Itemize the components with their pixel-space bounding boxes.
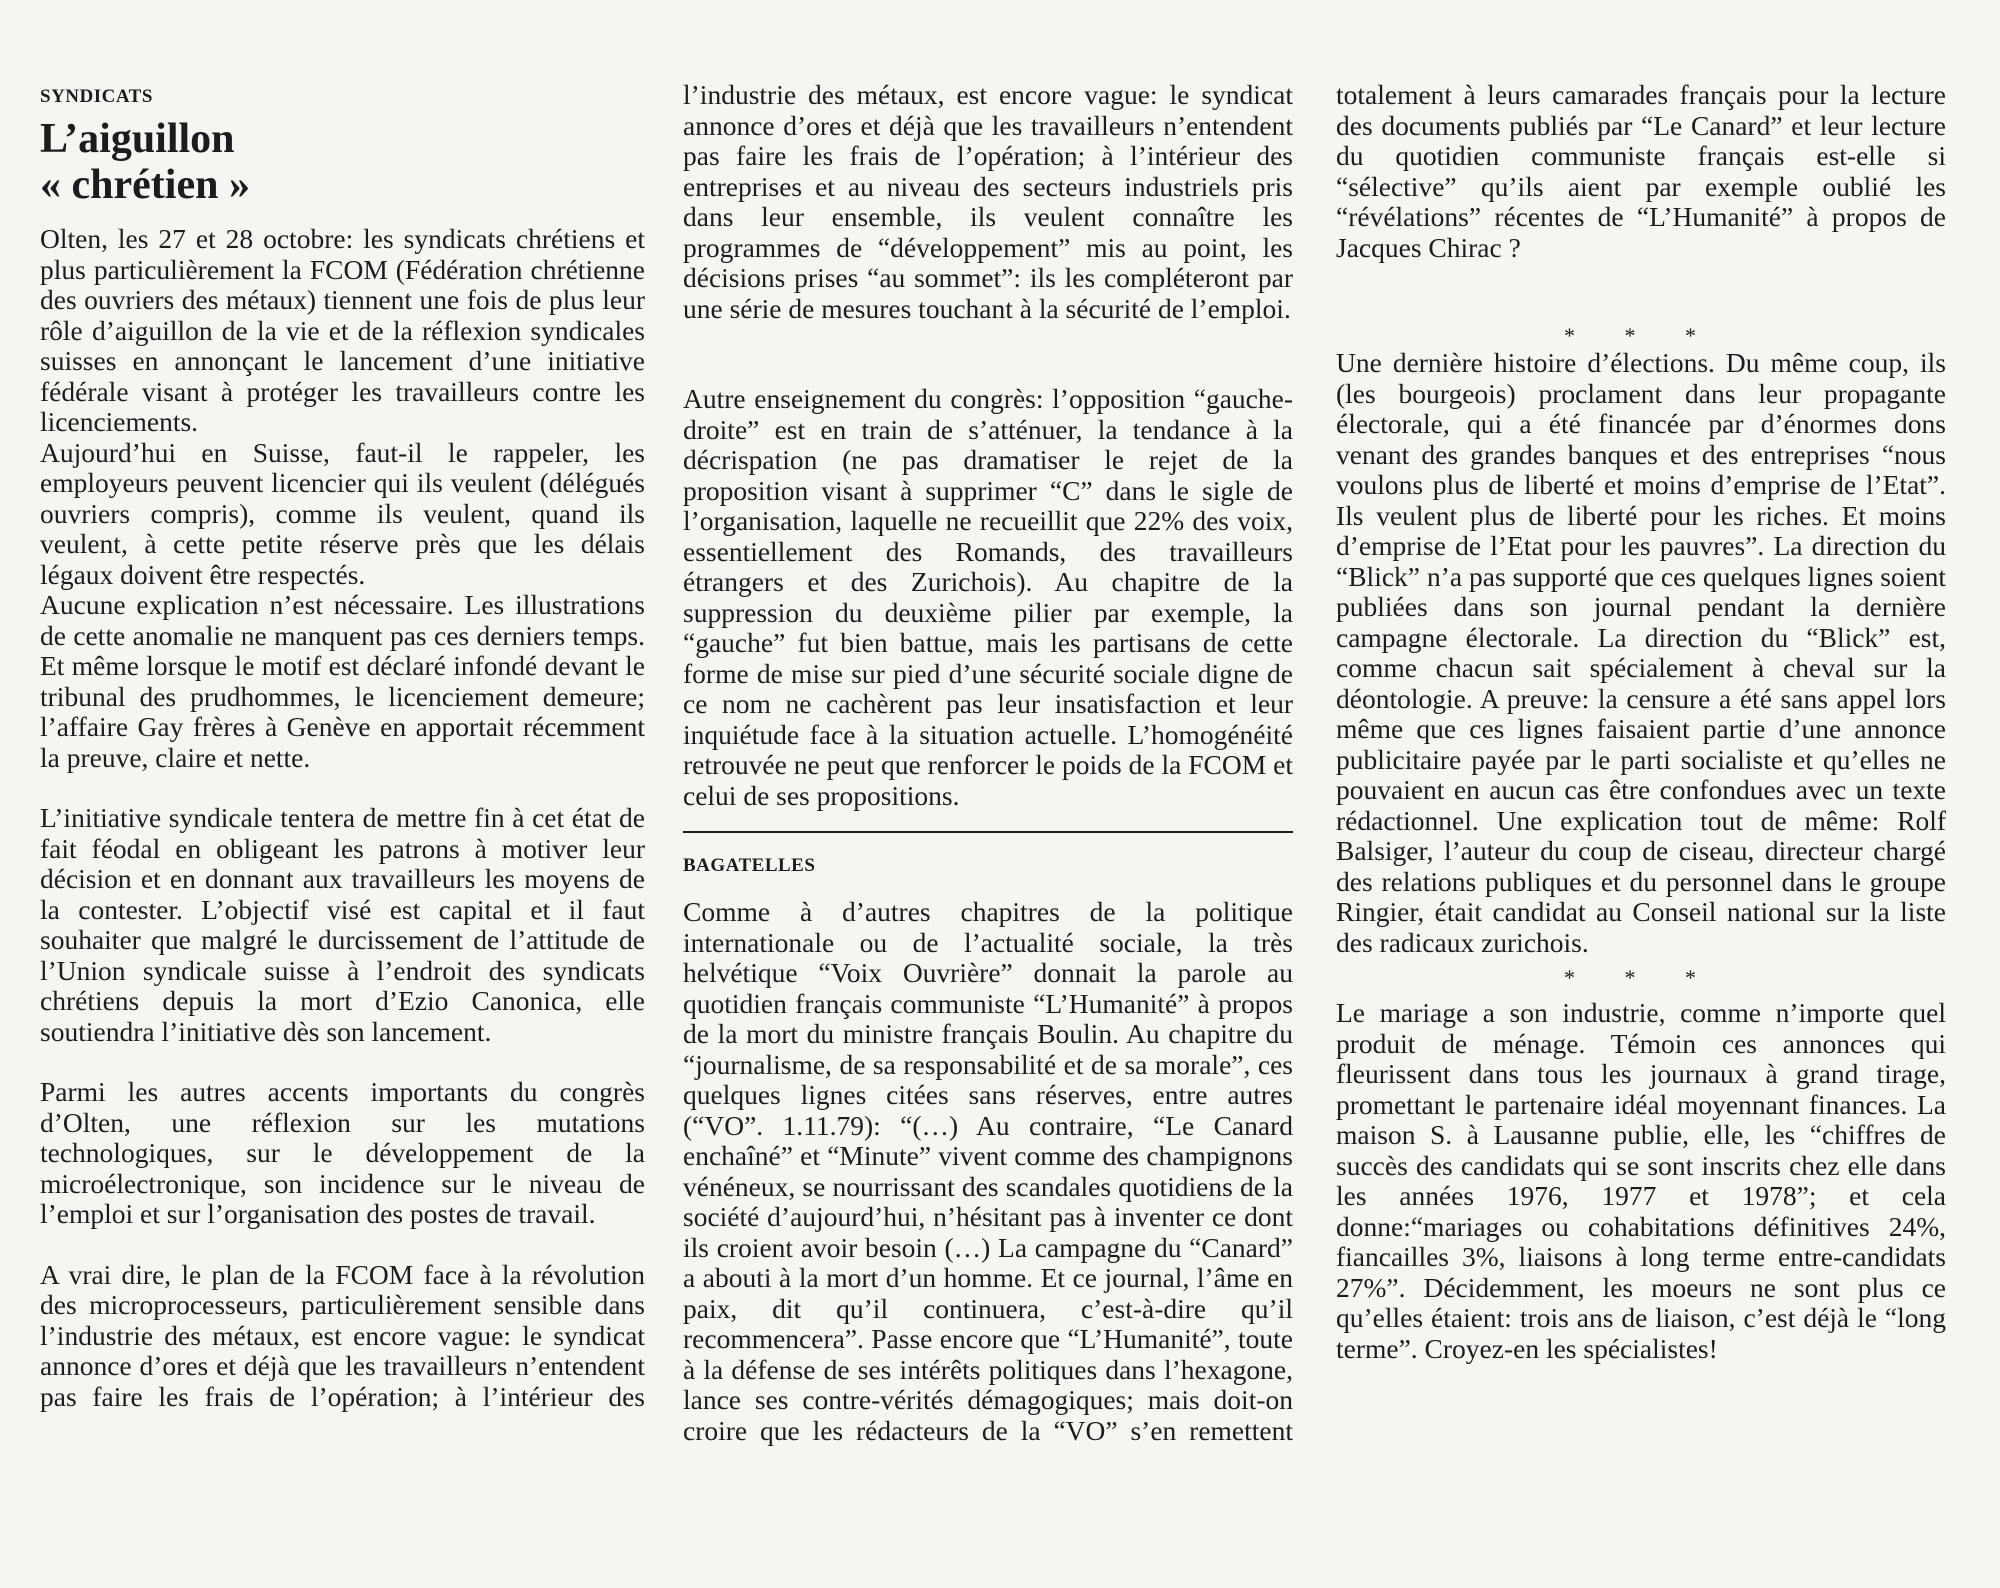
paragraph: L’initiative syndicale tentera de mettre fin à cet état de fait féodal en obligeant les patrons à motiver leur décision et en donnant aux travailleurs les moyens de la contester. L’objectif visé est capital et il faut souhaiter que malgré le durcissement de l’attitude de l’Union syndicale suisse à l’endroit des syndicats chrétiens depuis la mort d’Ezio Canonica, elle soutiendra l’initiative dès son lancement.: [40, 802, 645, 1047]
paragraph-continued: Comme à d’autres chapitres de la politique internationale ou de l’actualité sociale, la très helvétique “Voix Ouvrière” donnait la parole au quotidien français communiste “L’Humanité” à propos de la mort du ministre français Boulin. Au chapitre du “journalisme, de sa responsabilité et de sa morale”, ces quelques lignes citées sans réserves, entre autres (“VO”. 1.11.79): “(…) Au contraire, “Le Canard enchaîné” et “Minute” vivent comme des champignons vénéneux, se nourrissant des scandales quotidiens de la société d’aujourd’hui, n’hésitant pas à inventer ce dont ils croient avoir besoin (…) La campagne du “Canard” a abouti à la mort d’un homme. Et ce journal, l’âme en paix, dit qu’il continuera, c’est-à-dire qu’il recommencera”. Passe encore que “L’Humanité”, toute à la défense de ses intérêts politiques dans l’hexagone, lance ses contre-vérités démagogiques; mais doit-on croire que les rédacteurs de la “VO” s’en remettent: [683, 897, 1293, 1446]
section-label-syndicats: SYNDICATS: [40, 86, 153, 107]
paragraph: Autre enseignement du congrès: l’opposition “gauche-droite” est en train de s’atténuer, la tendance à la décrispation (ne pas dramatiser le rejet de la proposition visant à supprimer “C” dans le sigle de l’organisation, laquelle ne recueillit que 22% des voix, essentiellement des Romands, des travailleurs étrangers et des Zurichois). Au chapitre de la suppression du deuxième pilier par exemple, la “gauche” fut bien battue, mais les partisans de cette forme de mise sur pied d’une sécurité sociale digne de ce nom ne cachèrent pas leur insatisfaction et leur inquiétude face à la situation actuelle. L’homogénéité retrouvée ne peut que renforcer le poids de la FCOM et celui de ses propositions.: [683, 383, 1293, 811]
title-line-1: L’aiguillon: [40, 116, 235, 162]
paragraph-continuation: l’industrie des métaux, est encore vague: le syndicat annonce d’ores et déjà que les travailleurs n’entendent pas faire les frais de l’opération; à l’intérieur des entreprises et au niveau des secteurs industriels pris dans leur ensemble, ils veulent connaître les programmes de “développement” mis au point, les décisions prises “au sommet”: ils les compléteront par une série de mesures touchant à la sécurité de l’emploi.: [683, 80, 1293, 324]
paragraph: Olten, les 27 et 28 octobre: les syndicats chrétiens et plus particulièrement la FCOM (Fédération chrétienne des ouvriers des métaux) tiennent une fois de plus leur rôle d’aiguillon de la vie et de la réflexion syndicales suisses en annonçant le lancement d’une initiative fédérale visant à protéger les travailleurs contre les licenciements.: [40, 223, 645, 437]
column-3: [1336, 80, 1946, 1364]
paragraph: Une dernière histoire d’élections. Du même coup, ils (les bourgeois) proclament dans leur propagante électorale, qui a été financée par d’énormes dons venant des grandes banques et des entreprises “nous voulons plus de liberté et moins d’emprise de l’Etat”. Ils veulent plus de liberté pour les riches. Et moins d’emprise de l’Etat pour les pauvres”. La direction du “Blick” n’a pas supporté que ces quelques lignes soient publiées dans son journal pendant la dernière campagne électorale. La direction du “Blick” est, comme chacun sait spécialement à cheval sur la déontologie. A preuve: la censure a été sans appel lors même que ces lignes faisaient partie d’une annonce publicitaire payée par le parti socialiste et qu’elles ne pouvaient en aucun cas être confondues avec un texte rédactionnel. Une explication tout de même: Rolf Balsiger, l’auteur du coup de ciseau, directeur chargé des relations publiques et du personnel dans le groupe Ringier, était candidat au Conseil national sur la liste des radicaux zurichois.: [1336, 347, 1946, 958]
paragraph: Le mariage a son industrie, comme n’importe quel produit de ménage. Témoin ces annonces qui fleurissent dans tous les journaux à grand tirage, promettant le partenaire idéal moyennant finances. La maison S. à Lausanne publie, elle, les “chiffres de succès des candidats qui se sont inscrits chez elle dans les années 1976, 1977 et 1978”; et cela donne:“mariages ou cohabitations définitives 24%, fiancailles 3%, liaisons à long terme entre-candidats 27%”. Décidemment, les moeurs ne sont plus ce qu’elles étaient: trois ans de liaison, c’est déjà le “long terme”. Croyez-en les spécialistes!: [1336, 997, 1946, 1364]
section-label-bagatelles: BAGATELLES: [683, 855, 816, 876]
separator-stars: * * *: [1564, 323, 1718, 348]
separator-stars: * * *: [1564, 965, 1718, 990]
paragraph: Aujourd’hui en Suisse, faut-il le rappeler, les employeurs peuvent licencier qui ils veulent (délégués ouvriers compris), comme ils veulent, quand ils veulent, à cette petite réserve près que les délais légaux doivent être respectés.: [40, 436, 645, 590]
paragraph-continuation: totalement à leurs camarades français pour la lecture des documents publiés par “Le Canard” et leur lecture du quotidien communiste français est-elle si “sélective” qu’ils aient par exemple oublié les “révélations” récentes de “L’Humanité” à propos de Jacques Chirac ?: [1336, 80, 1946, 263]
section-divider: [683, 831, 1293, 833]
paragraph-continued: A vrai dire, le plan de la FCOM face à la révolution des microprocesseurs, particulièrement sensible dans l’industrie des métaux, est encore vague: le syndicat annonce d’ores et déjà que les travailleurs n’entendent pas faire les frais de l’opération; à l’intérieur des: [40, 1259, 645, 1412]
paragraph: Aucune explication n’est nécessaire. Les illustrations de cette anomalie ne manquent pas ces derniers temps. Et même lorsque le motif est déclaré infondé devant le tribunal des prudhommes, le licenciement demeure; l’affaire Gay frères à Genève en apportait récemment la preuve, claire et nette.: [40, 589, 645, 773]
article-title: [40, 116, 645, 208]
title-line-2: « chrétien »: [40, 162, 250, 208]
column-2: [683, 80, 1293, 1446]
paragraph: Parmi les autres accents importants du congrès d’Olten, une réflexion sur les mutations technologiques, sur le développement de la microélectronique, son incidence sur le niveau de l’emploi et sur l’organisation des postes de travail.: [40, 1076, 645, 1229]
column-1: [40, 80, 645, 1412]
